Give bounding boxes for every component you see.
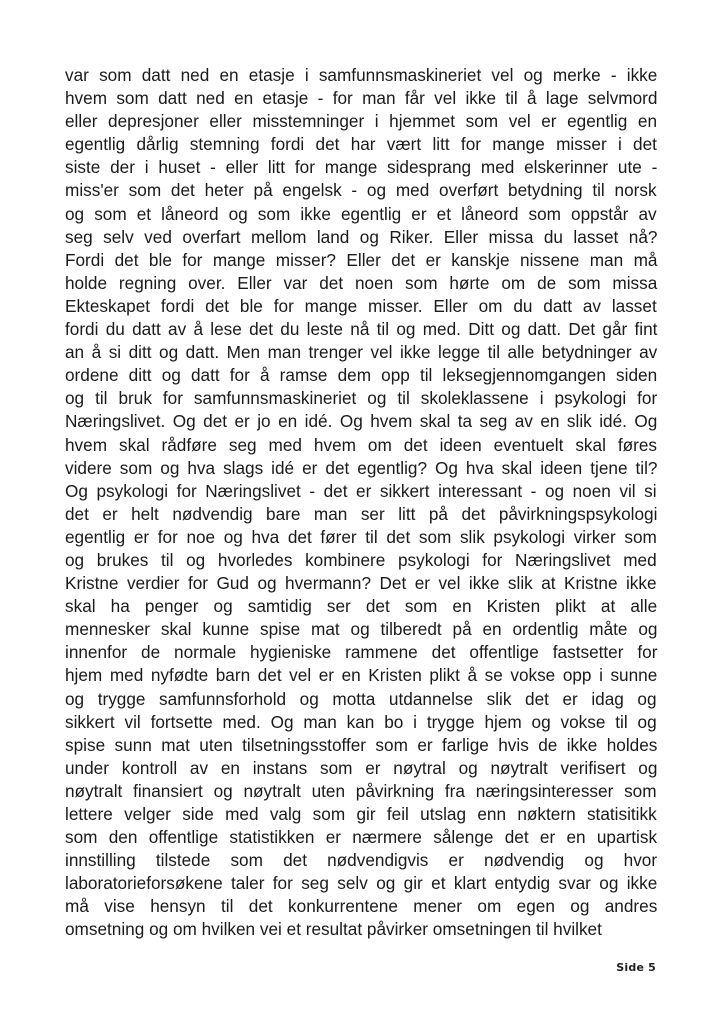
text-line: Ekteskapet fordi det ble for mange misser. Eller om du datt av lasset — [65, 295, 657, 316]
text-line: siste der i huset - eller litt for mange sidesprang med elskerinner ute - — [65, 157, 658, 178]
text-line: under kontroll av en instans som er nøytral og nøytralt verifisert og — [65, 757, 658, 778]
text-line: ordene ditt og datt for å ramse dem opp til leksegjennomgangen siden — [65, 365, 658, 386]
text-line: var som datt ned en etasje i samfunnsmaskineriet vel og merke - ikke — [65, 65, 658, 85]
text-line: omsetning og om hvilken vei et resultat påvirker omsetningen til hvilket — [65, 919, 602, 940]
text-line: Kristne verdier for Gud og hvermann? Det er vel ikke slik at Kristne ikke — [65, 573, 657, 594]
text-line: miss'er som det heter på engelsk - og med overført betydning til norsk — [65, 180, 657, 201]
text-line: og trygge samfunnsforhold og motta utdannelse slik det er idag og — [65, 688, 657, 709]
text-line: sikkert vil fortsette med. Og man kan bo i trygge hjem og vokse til og — [65, 711, 657, 732]
text-line: spise sunn mat uten tilsetningsstoffer som er farlige hvis de ikke holdes — [65, 734, 658, 755]
text-line: fordi du datt av å lese det du leste nå til og med. Ditt og datt. Det går fint — [65, 319, 658, 340]
text-line: innstilling tilstede som det nødvendigvis er nødvendig og hvor — [65, 850, 658, 871]
text-line: an å si ditt og datt. Men man trenger vel ikke legge til alle betydninger av — [65, 342, 658, 363]
text-line: og som et låneord og som ikke egentlig er et låneord som oppstår av — [65, 203, 657, 224]
text-line: Næringslivet. Og det er jo en idé. Og hvem skal ta seg av en slik idé. Og — [65, 411, 658, 432]
text-line: skal ha penger og samtidig ser det som en Kristen plikt at alle — [65, 596, 658, 617]
text-line: nøytralt finansiert og nøytralt uten påvirkning fra næringsinteresser som — [65, 780, 657, 801]
page-number: Side 5 — [616, 961, 656, 974]
text-line: hvem som datt ned en etasje - for man får vel ikke til å lage selvmord — [65, 88, 658, 109]
text-line: holde regning over. Eller var det noen som hørte om de som missa — [65, 272, 658, 293]
text-line: lettere velger side med valg som gir feil utslag enn nøktern statisitikk — [65, 804, 657, 824]
text-line: seg selv ved overfart mellom land og Riker. Eller missa du lasset nå? — [65, 226, 658, 247]
text-line: videre som og hva slags idé er det egentlig? Og hva skal ideen tjene til? — [65, 457, 658, 478]
text-line: mennesker skal kunne spise mat og tilberedt på en ordentlig måte og — [65, 619, 658, 640]
text-line: egentlig er for noe og hva det fører til det som slik psykologi virker som — [65, 526, 657, 547]
text-line: må vise hensyn til det konkurrentene mener om egen og andres — [65, 896, 658, 917]
text-line: og brukes til og hvorledes kombinere psykologi for Næringslivet med — [65, 549, 657, 570]
text-line: laboratorieforsøkene taler for seg selv og gir et klart entydig svar og ikke — [65, 873, 658, 894]
text-line: og til bruk for samfunnsmaskineriet og til skoleklassene i psykologi for — [65, 388, 658, 409]
text-line: innenfor de normale hygieniske rammene det offentlige fastsetter for — [65, 642, 658, 663]
text-line: det er helt nødvendig bare man ser litt på det påvirkningspsykologi — [65, 503, 658, 524]
text-line: eller depresjoner eller misstemninger i hjemmet som vel er egentlig en — [65, 111, 658, 132]
text-line: egentlig dårlig stemning fordi det har vært litt for mange misser i det — [65, 134, 657, 155]
text-line: Fordi det ble for mange misser? Eller det er kanskje nissene man må — [65, 249, 658, 270]
text-line: som den offentlige statistikken er nærmere sålenge det er en upartisk — [65, 827, 658, 848]
text-line: Og psykologi for Næringslivet - det er sikkert interessant - og noen vil si — [65, 480, 657, 501]
text-line: hvem skal rådføre seg med hvem om det ideen eventuelt skal føres — [65, 434, 657, 455]
text-line: hjem med nyfødte barn det vel er en Kristen plikt å se vokse opp i sunne — [65, 665, 658, 686]
body-text — [65, 64, 657, 942]
